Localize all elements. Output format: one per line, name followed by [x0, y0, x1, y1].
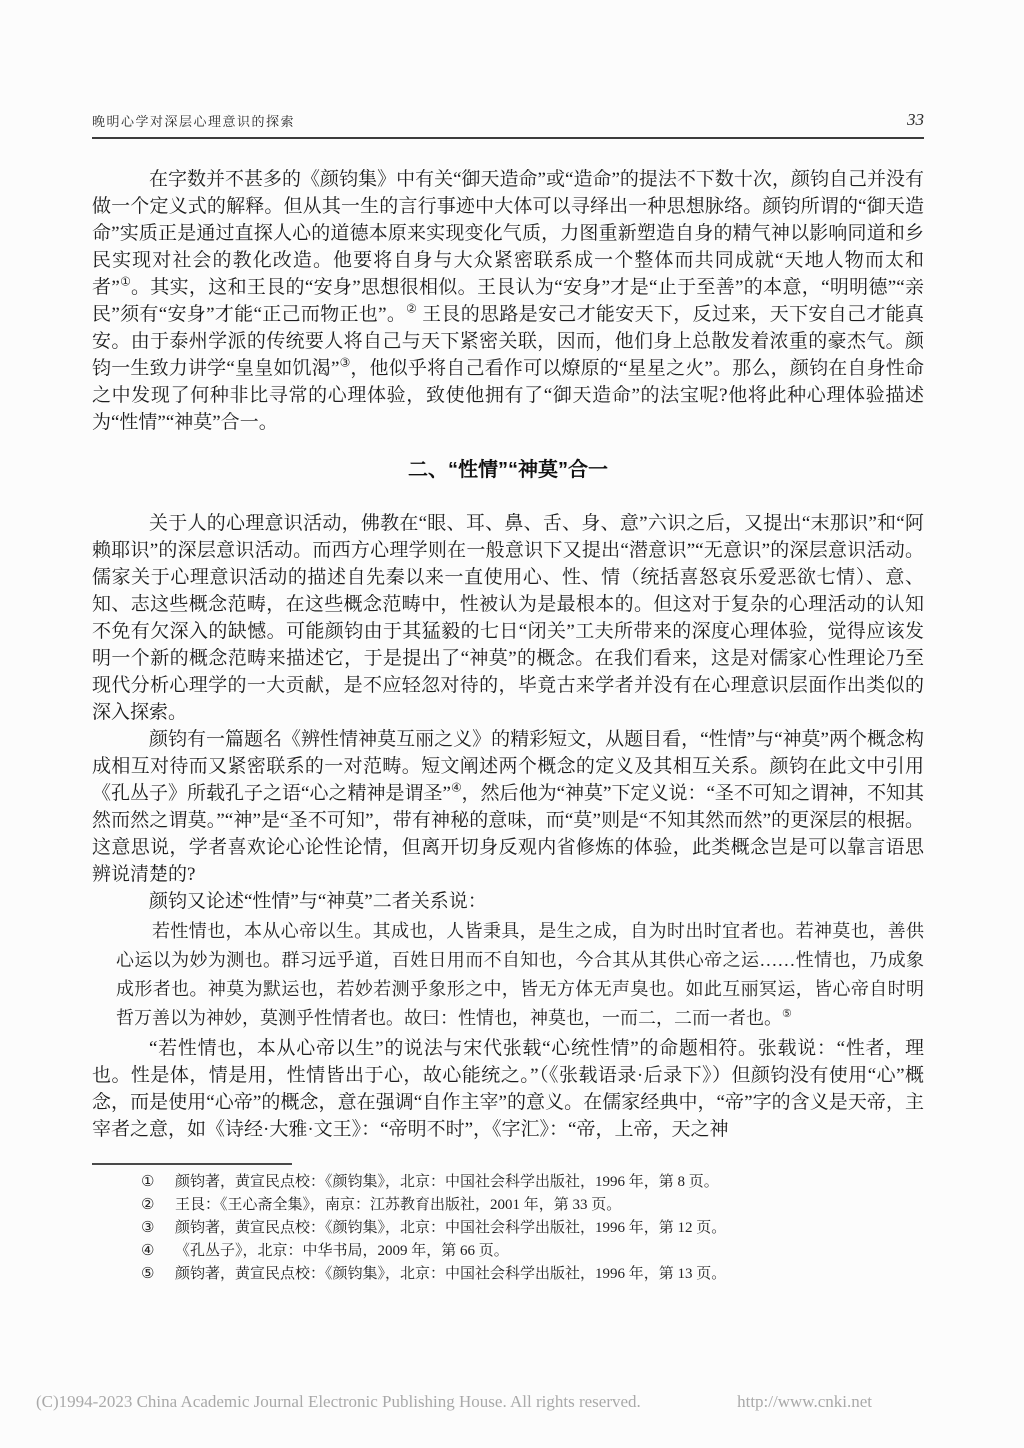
- body-paragraph-5: “若性情也，本从心帝以生”的说法与宋代张载“心统性情”的命题相符。张载说：“性者，理也。性是体，情是用，性情皆出于心，故心能统之。”（《张载语录·后录下》）但颜钧没有使用“心”概念，而是使用“心帝”的概念，意在强调“自作主宰”的意义。在儒家经典中，“帝”字的含义是天帝，主宰者之意，如《诗经·大雅·文王》：“帝明不时”，《字汇》：“帝，上帝，天之神: [92, 1038, 924, 1140]
- footnote-marker: ⑤: [141, 1266, 155, 1282]
- footnote-marker: ②: [141, 1197, 155, 1213]
- article-body: [92, 166, 924, 1143]
- footnote-item-1: [92, 1171, 924, 1194]
- footer-url: http://www.cnki.net: [737, 1392, 872, 1411]
- footnote-text: 颜钧著，黄宣民点校：《颜钧集》，北京：中国社会科学出版社，1996 年，第 8 页。: [175, 1174, 719, 1190]
- page-content: [92, 0, 924, 1286]
- footnote-item-2: [92, 1194, 924, 1217]
- page-number: 33: [907, 110, 924, 129]
- footnotes: [92, 1171, 924, 1286]
- footnote-separator: [92, 1163, 292, 1165]
- footnote-text: 王艮：《王心斋全集》，南京：江苏教育出版社，2001 年，第 33 页。: [175, 1197, 622, 1213]
- footnote-marker: ④: [141, 1243, 155, 1259]
- body-paragraph-1: 在字数并不甚多的《颜钧集》中有关“御天造命”或“造命”的提法不下数十次，颜钧自己并没有做一个定义式的解释。但从其一生的言行事迹中大体可以寻绎出一种思想脉络。颜钧所谓的“御天造命”实质正是通过直探人心的道德本原来实现变化气质，力图重新塑造自身的精气神以影响同道和乡民实现对社会的教化改造。他要将自身与大众紧密联系成一个整体而共同成就“天地人物而太和者”①。其实，这和王艮的“安身”思想很相似。王艮认为“安身”才是“止于至善”的本意，“明明德”“亲民”须有“安身”才能“正己而物正也”。② 王艮的思路是安己才能安天下，反过来，天下安自己才能真安。由于泰州学派的传统要人将自己与天下紧密关联，因而，他们身上总散发着浓重的豪杰气。颜钧一生致力讲学“皇皇如饥渴”③，他似乎将自己看作可以燎原的“星星之火”。那么，颜钧在自身性命之中发现了何种非比寻常的心理体验，致使他拥有了“御天造命”的法宝呢?他将此种心理体验描述为“性情”“神莫”合一。: [92, 169, 924, 433]
- block-quote: 若性情也，本从心帝以生。其成也，人皆秉具，是生之成，自为时出时宜者也。若神莫也，善供心运以为妙为测也。群习远乎道，百姓日用而不自知也，今合其从其供心帝之运……性情也，乃成象成形者也。神莫为默运也，若妙若测乎象形之中，皆无方体无声臭也。如此互丽冥运，皆心帝自时明哲万善以为神妙，莫测乎性情者也。故曰：性情也，神莫也，一而二，二而一者也。⑤: [116, 921, 924, 1028]
- section-heading: 二、“性情”“神莫”合一: [408, 459, 608, 481]
- header-rule: [92, 137, 924, 139]
- body-paragraph-2: 关于人的心理意识活动，佛教在“眼、耳、鼻、舌、身、意”六识之后，又提出“末那识”和“阿赖耶识”的深层意识活动。而西方心理学则在一般意识下又提出“潜意识”“无意识”的深层意识活动。儒家关于心理意识活动的描述自先秦以来一直使用心、性、情（统括喜怒哀乐爱恶欲七情）、意、知、志这些概念范畴，在这些概念范畴中，性被认为是最根本的。但这对于复杂的心理活动的认知不免有欠深入的缺憾。可能颜钧由于其猛毅的七日“闭关”工夫所带来的深度心理体验，觉得应该发明一个新的概念范畴来描述它，于是提出了“神莫”的概念。在我们看来，这是对儒家心性理论乃至现代分析心理学的一大贡献，是不应轻忽对待的，毕竟古来学者并没有在心理意识层面作出类似的深入探索。: [92, 513, 924, 723]
- body-paragraph-3: 颜钧有一篇题名《辨性情神莫互丽之义》的精彩短文，从题目看，“性情”与“神莫”两个概念构成相互对待而又紧密联系的一对范畴。短文阐述两个概念的定义及其相互关系。颜钧在此文中引用《孔丛子》所载孔子之语“心之精神是谓圣”④，然后他为“神莫”下定义说：“圣不可知之谓神，不知其然而然之谓莫。”“神”是“圣不可知”，带有神秘的意味，而“莫”则是“不知其然而然”的更深层的根据。这意思说，学者喜欢论心论性论情，但离开切身反观内省修炼的体验，此类概念岂是可以靠言语思辨说清楚的?: [92, 729, 924, 885]
- footnote-item-3: [92, 1217, 924, 1240]
- footnote-item-5: [92, 1263, 924, 1286]
- footnote-text: 《孔丛子》，北京：中华书局，2009 年，第 66 页。: [175, 1243, 509, 1259]
- page-footer: [36, 1392, 872, 1412]
- running-title: 晚明心学对深层心理意识的探索: [92, 114, 296, 129]
- page-header: [92, 0, 924, 130]
- footnote-marker: ③: [141, 1220, 155, 1236]
- footnote-marker: ①: [141, 1174, 155, 1190]
- footer-copyright: (C)1994-2023 China Academic Journal Electronic Publishing House. All rights reserved.: [36, 1392, 641, 1411]
- footnote-text: 颜钧著，黄宣民点校：《颜钧集》，北京：中国社会科学出版社，1996 年，第 13 页。: [175, 1266, 727, 1282]
- footnote-text: 颜钧著，黄宣民点校：《颜钧集》，北京：中国社会科学出版社，1996 年，第 12 页。: [175, 1220, 727, 1236]
- body-paragraph-4-lead: 颜钧又论述“性情”与“神莫”二者关系说：: [149, 891, 487, 912]
- footnote-item-4: [92, 1240, 924, 1263]
